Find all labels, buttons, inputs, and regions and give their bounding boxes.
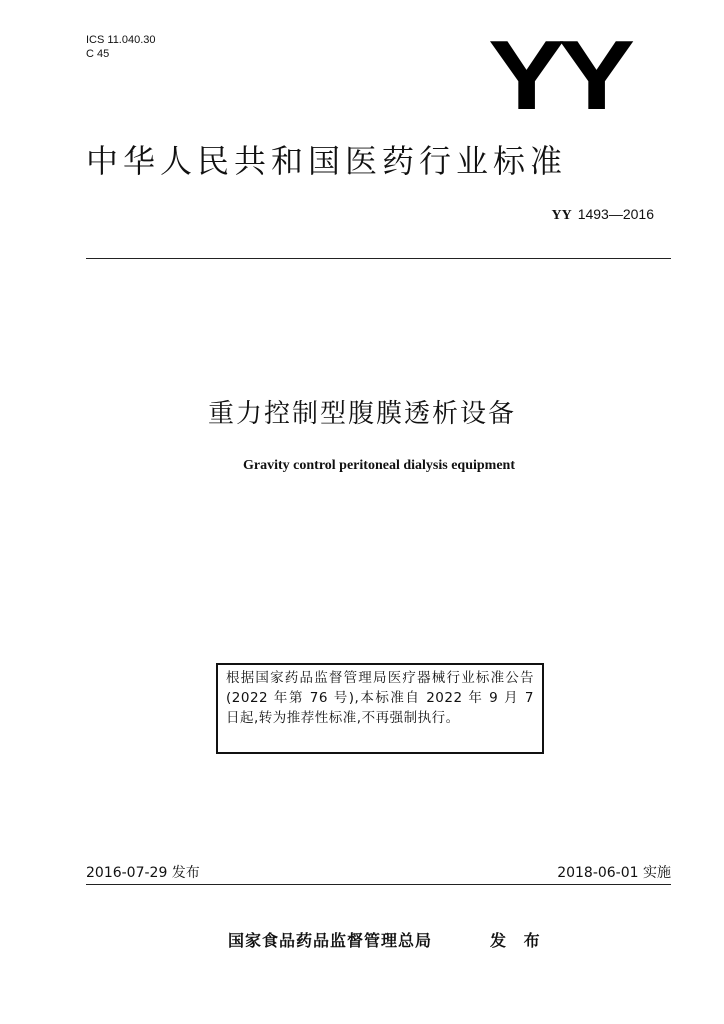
yy-logo: YY: [488, 20, 629, 130]
effective-date: 2018-06-01 实施: [557, 865, 671, 881]
standard-category: 中华人民共和国医药行业标准: [86, 142, 568, 180]
issue-date: 2016-07-29 发布: [86, 865, 200, 881]
publisher-name: 国家食品药品监督管理总局: [228, 931, 433, 950]
document-title-en: Gravity control peritoneal dialysis equipment: [243, 458, 515, 473]
standard-number: [551, 206, 654, 224]
standard-number-value: 1493—2016: [577, 206, 654, 222]
top-divider: [86, 258, 671, 259]
document-title-cn: 重力控制型腹膜透析设备: [207, 399, 516, 429]
bottom-divider: [86, 884, 671, 885]
standard-number-prefix: YY: [551, 208, 572, 223]
ics-code: ICS 11.040.30: [86, 34, 156, 46]
publish-label: 发 布: [490, 931, 546, 950]
ccs-code: C 45: [86, 48, 110, 60]
notice-box: 根据国家药品监督管理局医疗器械行业标准公告(2022 年第 76 号),本标准自 2022 年 9 月 7 日起,转为推荐性标准,不再强制执行。: [216, 663, 544, 754]
classification-codes: [86, 33, 156, 61]
